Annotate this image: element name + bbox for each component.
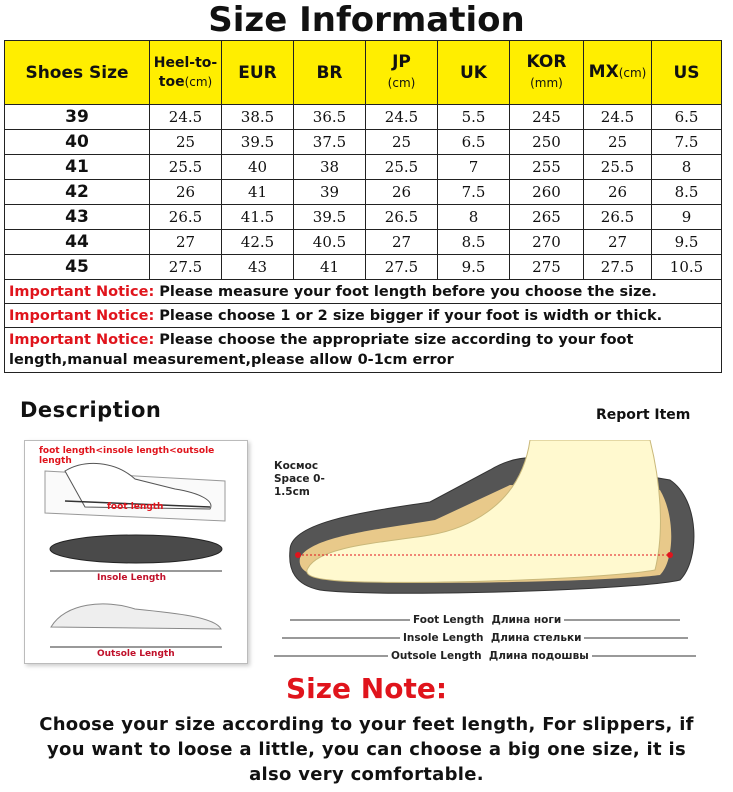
table-cell: 43 bbox=[222, 255, 294, 280]
notice-cell bbox=[5, 304, 722, 328]
table-cell: 41 bbox=[294, 255, 366, 280]
notice-row bbox=[5, 280, 722, 304]
table-cell: 27 bbox=[150, 230, 222, 255]
shoe-diagram bbox=[260, 440, 720, 670]
notice-label: Important Notice: bbox=[9, 307, 155, 324]
report-item-label: Report Item bbox=[596, 407, 691, 423]
description-title: Description bbox=[20, 398, 162, 422]
table-cell: 270 bbox=[510, 230, 584, 255]
table-cell: 9.5 bbox=[438, 255, 510, 280]
table-cell: 9 bbox=[652, 205, 722, 230]
table-row bbox=[5, 255, 722, 280]
space-label: Космос Space 0-1.5cm bbox=[274, 460, 325, 498]
table-cell: 39 bbox=[294, 180, 366, 205]
insole-length-label: Insole Length bbox=[97, 573, 167, 583]
table-row bbox=[5, 230, 722, 255]
table-cell: 6.5 bbox=[438, 130, 510, 155]
table-cell: 25 bbox=[584, 130, 652, 155]
table-cell: 26.5 bbox=[366, 205, 438, 230]
header-kor: KOR (mm) bbox=[510, 41, 584, 105]
notice-row bbox=[5, 328, 722, 373]
table-cell: 255 bbox=[510, 155, 584, 180]
table-cell: 25 bbox=[150, 130, 222, 155]
table-cell: 26 bbox=[584, 180, 652, 205]
shoe-size-cell: 39 bbox=[5, 105, 150, 130]
table-cell: 41.5 bbox=[222, 205, 294, 230]
header-uk: UK bbox=[438, 41, 510, 105]
table-cell: 10.5 bbox=[652, 255, 722, 280]
table-cell: 25.5 bbox=[150, 155, 222, 180]
table-cell: 39.5 bbox=[294, 205, 366, 230]
table-cell: 7.5 bbox=[438, 180, 510, 205]
table-cell: 6.5 bbox=[652, 105, 722, 130]
table-row bbox=[5, 155, 722, 180]
table-cell: 36.5 bbox=[294, 105, 366, 130]
table-cell: 8 bbox=[438, 205, 510, 230]
notice-cell bbox=[5, 328, 722, 373]
table-cell: 7 bbox=[438, 155, 510, 180]
table-cell: 8.5 bbox=[652, 180, 722, 205]
table-cell: 24.5 bbox=[366, 105, 438, 130]
table-cell: 7.5 bbox=[652, 130, 722, 155]
table-cell: 38 bbox=[294, 155, 366, 180]
measurement-illustration bbox=[24, 440, 248, 664]
table-cell: 5.5 bbox=[438, 105, 510, 130]
size-table bbox=[4, 40, 722, 373]
foot-length-label: foot length bbox=[107, 502, 164, 512]
size-note-text: Choose your size according to your feet length, For slippers, if you want to loose a little, you can choose a big one size, it is also very comfortable. bbox=[39, 714, 694, 785]
shoe-size-cell: 42 bbox=[5, 180, 150, 205]
table-cell: 25 bbox=[366, 130, 438, 155]
insole-length-measure: Insole Length Длина стельки bbox=[400, 632, 584, 644]
table-cell: 250 bbox=[510, 130, 584, 155]
table-cell: 25.5 bbox=[584, 155, 652, 180]
table-row bbox=[5, 105, 722, 130]
table-cell: 26 bbox=[150, 180, 222, 205]
table-cell: 27 bbox=[584, 230, 652, 255]
outsole-length-measure: Outsole Length Длина подошвы bbox=[388, 650, 592, 662]
table-cell: 25.5 bbox=[366, 155, 438, 180]
shoe-size-cell: 45 bbox=[5, 255, 150, 280]
table-cell: 260 bbox=[510, 180, 584, 205]
header-us: US bbox=[652, 41, 722, 105]
table-row bbox=[5, 205, 722, 230]
size-note-title: Size Note: bbox=[285, 672, 448, 705]
table-cell: 27.5 bbox=[366, 255, 438, 280]
table-cell: 9.5 bbox=[652, 230, 722, 255]
table-cell: 27.5 bbox=[584, 255, 652, 280]
size-relation-label: foot length<insole length<outsole length bbox=[39, 446, 215, 466]
shoe-size-cell: 40 bbox=[5, 130, 150, 155]
notice-text: Please measure your foot length before you choose the size. bbox=[154, 283, 657, 300]
foot-length-measure: Foot Length Длина ноги bbox=[410, 614, 564, 626]
table-cell: 275 bbox=[510, 255, 584, 280]
header-mx: MX(cm) bbox=[584, 41, 652, 105]
header-br: BR bbox=[294, 41, 366, 105]
table-row bbox=[5, 180, 722, 205]
table-cell: 37.5 bbox=[294, 130, 366, 155]
shoe-size-cell: 41 bbox=[5, 155, 150, 180]
header-shoes-size: Shoes Size bbox=[5, 41, 150, 105]
header-heel-to-toe: Heel-to- toe(cm) bbox=[150, 41, 222, 105]
table-cell: 40 bbox=[222, 155, 294, 180]
shoe-size-cell: 43 bbox=[5, 205, 150, 230]
table-cell: 26 bbox=[366, 180, 438, 205]
table-cell: 39.5 bbox=[222, 130, 294, 155]
table-header-row bbox=[5, 41, 722, 105]
table-cell: 26.5 bbox=[150, 205, 222, 230]
table-cell: 245 bbox=[510, 105, 584, 130]
notice-text: Please choose 1 or 2 size bigger if your foot is width or thick. bbox=[154, 307, 663, 324]
header-jp: JP (cm) bbox=[366, 41, 438, 105]
notice-label: Important Notice: bbox=[9, 332, 155, 348]
notice-cell bbox=[5, 280, 722, 304]
table-cell: 38.5 bbox=[222, 105, 294, 130]
table-cell: 8.5 bbox=[438, 230, 510, 255]
table-cell: 41 bbox=[222, 180, 294, 205]
table-cell: 27.5 bbox=[150, 255, 222, 280]
table-cell: 8 bbox=[652, 155, 722, 180]
table-cell: 24.5 bbox=[150, 105, 222, 130]
page-title: Size Information bbox=[208, 0, 525, 40]
measurement-drawings-icon bbox=[25, 441, 247, 663]
notice-row bbox=[5, 304, 722, 328]
table-cell: 42.5 bbox=[222, 230, 294, 255]
shoe-size-cell: 44 bbox=[5, 230, 150, 255]
notice-text: Please choose the appropriate size according to your foot length,manual measurement,please allow 0-1cm error bbox=[9, 332, 634, 368]
table-cell: 40.5 bbox=[294, 230, 366, 255]
table-cell: 265 bbox=[510, 205, 584, 230]
table-cell: 24.5 bbox=[584, 105, 652, 130]
notice-label: Important Notice: bbox=[9, 283, 155, 300]
outsole-length-label: Outsole Length bbox=[97, 649, 175, 659]
table-cell: 26.5 bbox=[584, 205, 652, 230]
table-cell: 27 bbox=[366, 230, 438, 255]
table-row bbox=[5, 130, 722, 155]
header-eur: EUR bbox=[222, 41, 294, 105]
